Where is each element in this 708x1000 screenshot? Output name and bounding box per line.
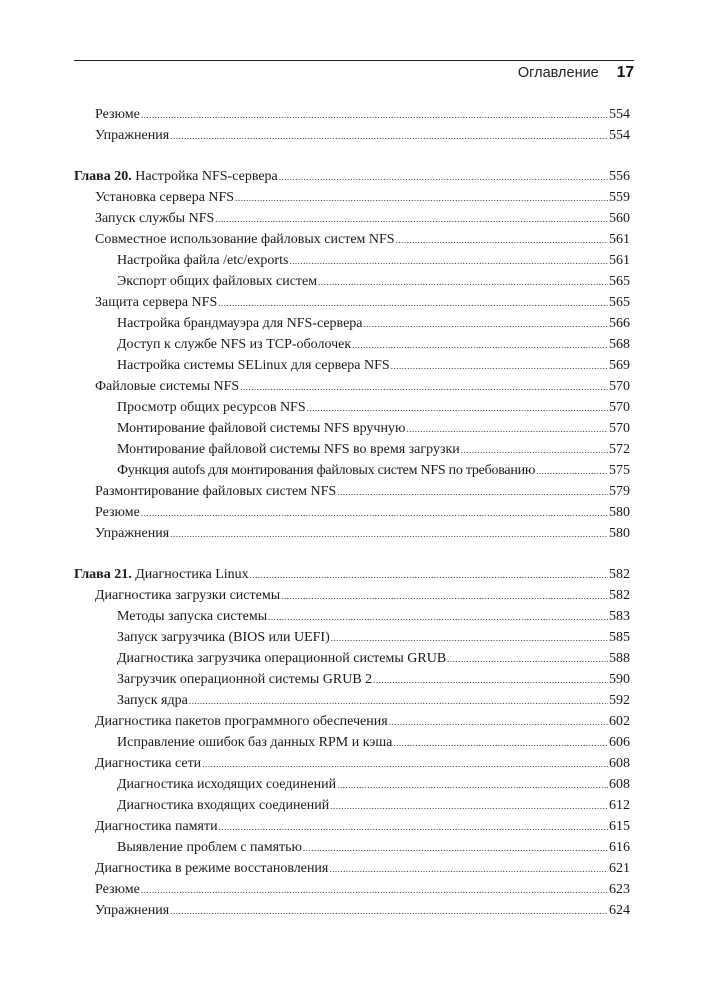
toc-entry-title: Функция autofs для монтирования файловых систем NFS по требованию <box>117 463 536 478</box>
toc-subentry[interactable] <box>74 774 630 795</box>
chapter-gap <box>74 146 630 166</box>
dot-leader <box>337 482 608 503</box>
toc-entry-page: 590 <box>609 672 630 687</box>
toc-entry-page: 579 <box>609 484 630 499</box>
toc-chapter-21[interactable] <box>74 564 630 585</box>
toc-entry-title: Исправление ошибок баз данных RPM и кэша <box>117 735 393 750</box>
toc-subentry[interactable] <box>74 795 630 816</box>
chapter-title: Настройка NFS-сервера <box>135 169 278 184</box>
toc-entry[interactable] <box>74 292 630 313</box>
dot-leader <box>202 754 608 775</box>
toc-entry-title: Запуск загрузчика (BIOS или UEFI) <box>117 630 330 645</box>
dot-leader <box>268 607 608 628</box>
toc-entry[interactable] <box>74 585 630 606</box>
toc-subentry[interactable] <box>74 669 630 690</box>
dot-leader <box>391 356 608 377</box>
toc-entry[interactable] <box>74 816 630 837</box>
toc-subentry[interactable] <box>74 690 630 711</box>
toc-subentry[interactable] <box>74 837 630 858</box>
dot-leader <box>218 293 608 314</box>
dot-leader <box>289 251 608 272</box>
toc-subentry[interactable] <box>74 460 630 481</box>
toc-subentry[interactable] <box>74 355 630 376</box>
toc-entry-page: 623 <box>609 882 630 897</box>
running-head-title: Оглавление <box>517 65 599 81</box>
toc-entry-page: 580 <box>609 505 630 520</box>
toc-entry-title: Монтирование файловой системы NFS вручную <box>117 421 406 436</box>
dot-leader <box>447 649 608 670</box>
dot-leader <box>406 419 608 440</box>
toc-entry-page: 608 <box>609 756 630 771</box>
chapter-heading <box>74 564 249 585</box>
toc-entry-title: Запуск ядра <box>117 693 188 708</box>
toc-entry-page: 568 <box>609 337 630 352</box>
dot-leader <box>219 817 608 838</box>
toc-entry[interactable] <box>74 481 630 502</box>
chapter-20-entries <box>74 187 630 544</box>
dot-leader <box>329 859 608 880</box>
toc-entry-page: 554 <box>609 128 630 143</box>
toc-entry-page: 612 <box>609 798 630 813</box>
toc-entry-title: Файловые системы NFS <box>95 379 240 394</box>
toc-entry-page: 602 <box>609 714 630 729</box>
toc-entry-page: 559 <box>609 190 630 205</box>
header-rule <box>74 60 634 61</box>
dot-leader <box>393 733 608 754</box>
toc-entry-title: Монтирование файловой системы NFS во время загрузки <box>117 442 460 457</box>
dot-leader <box>352 335 608 356</box>
toc-entry[interactable] <box>74 753 630 774</box>
toc-subentry[interactable] <box>74 271 630 292</box>
toc-entry-page: 624 <box>609 903 630 918</box>
toc-entry-title: Установка сервера NFS <box>95 190 235 205</box>
toc-entry-page: 566 <box>609 316 630 331</box>
toc-entry-title: Диагностика исходящих соединений <box>117 777 337 792</box>
toc-entry-exercises[interactable] <box>74 125 630 146</box>
toc-entry-title: Размонтирование файловых систем NFS <box>95 484 337 499</box>
toc-entry-page: 616 <box>609 840 630 855</box>
toc-entry-title: Диагностика пакетов программного обеспечения <box>95 714 388 729</box>
dot-leader <box>373 670 608 691</box>
toc-entry-page: 575 <box>609 463 630 478</box>
toc-entry-title: Резюме <box>95 505 140 520</box>
toc-entry-page: 580 <box>609 526 630 541</box>
table-of-contents <box>74 104 630 921</box>
toc-entry-page: 608 <box>609 777 630 792</box>
toc-entry-title: Упражнения <box>95 903 170 918</box>
toc-entry[interactable] <box>74 187 630 208</box>
toc-entry-title: Совместное использование файловых систем NFS <box>95 232 395 247</box>
dot-leader <box>141 880 608 901</box>
toc-subentry[interactable] <box>74 648 630 669</box>
toc-entry-page: 572 <box>609 442 630 457</box>
toc-entry-title: Настройка файла /etc/exports <box>117 253 289 268</box>
chapter-page: 582 <box>609 567 630 582</box>
toc-entry-page: 565 <box>609 274 630 289</box>
toc-entry-title: Настройка брандмауэра для NFS-сервера <box>117 316 363 331</box>
dot-leader <box>170 524 608 545</box>
chapter-heading <box>74 166 278 187</box>
toc-entry[interactable] <box>74 711 630 732</box>
toc-subentry[interactable] <box>74 606 630 627</box>
dot-leader <box>250 565 608 586</box>
toc-entry[interactable] <box>74 208 630 229</box>
toc-entry-title: Доступ к службе NFS из TCP-оболочек <box>117 337 352 352</box>
dot-leader <box>536 461 608 482</box>
toc-entry-title: Резюме <box>95 107 140 122</box>
toc-entry-summary[interactable] <box>74 104 630 125</box>
toc-entry-page: 606 <box>609 735 630 750</box>
toc-entry-page: 615 <box>609 819 630 834</box>
toc-entry-title: Диагностика сети <box>95 756 202 771</box>
toc-entry-page: 554 <box>609 107 630 122</box>
toc-entry-page: 570 <box>609 421 630 436</box>
toc-entry-title: Настройка системы SELinux для сервера NFS <box>117 358 390 373</box>
toc-entry-title: Просмотр общих ресурсов NFS <box>117 400 306 415</box>
dot-leader <box>281 586 608 607</box>
toc-entry[interactable] <box>74 900 630 921</box>
dot-leader <box>364 314 608 335</box>
toc-entry-title: Диагностика загрузки системы <box>95 588 281 603</box>
toc-entry[interactable] <box>74 502 630 523</box>
page-number: 17 <box>616 64 634 81</box>
toc-entry-page: 621 <box>609 861 630 876</box>
toc-entry-page: 583 <box>609 609 630 624</box>
toc-entry-page: 561 <box>609 232 630 247</box>
toc-entry-title: Упражнения <box>95 526 170 541</box>
toc-entry-title: Диагностика памяти <box>95 819 218 834</box>
toc-entry[interactable] <box>74 879 630 900</box>
toc-entry-page: 565 <box>609 295 630 310</box>
chapter-page: 556 <box>609 169 630 184</box>
toc-entry-page: 588 <box>609 651 630 666</box>
dot-leader <box>307 398 608 419</box>
chapter-label: Глава 20. <box>74 169 132 184</box>
dot-leader <box>240 377 608 398</box>
chapter-title: Диагностика Linux <box>135 567 249 582</box>
toc-entry-page: 560 <box>609 211 630 226</box>
toc-subentry[interactable] <box>74 439 630 460</box>
dot-leader <box>331 628 608 649</box>
chapter-21-entries <box>74 585 630 921</box>
chapter-label: Глава 21. <box>74 567 132 582</box>
dot-leader <box>461 440 608 461</box>
toc-subentry[interactable] <box>74 250 630 271</box>
toc-subentry[interactable] <box>74 313 630 334</box>
chapter-gap <box>74 544 630 564</box>
dot-leader <box>318 272 608 293</box>
toc-entry-title: Запуск службы NFS <box>95 211 215 226</box>
dot-leader <box>303 838 608 859</box>
toc-entry-title: Выявление проблем с памятью <box>117 840 303 855</box>
toc-entry-page: 592 <box>609 693 630 708</box>
dot-leader <box>396 230 608 251</box>
running-head <box>518 64 634 82</box>
dot-leader <box>235 188 608 209</box>
toc-subentry[interactable] <box>74 732 630 753</box>
toc-entry[interactable] <box>74 523 630 544</box>
toc-entry-page: 561 <box>609 253 630 268</box>
dot-leader <box>389 712 608 733</box>
dot-leader <box>189 691 608 712</box>
toc-entry[interactable] <box>74 858 630 879</box>
toc-entry-page: 585 <box>609 630 630 645</box>
toc-entry-title: Экспорт общих файловых систем <box>117 274 318 289</box>
toc-entry-title: Диагностика в режиме восстановления <box>95 861 329 876</box>
toc-entry[interactable] <box>74 229 630 250</box>
toc-entry-title: Защита сервера NFS <box>95 295 218 310</box>
toc-entry-title: Диагностика входящих соединений <box>117 798 330 813</box>
toc-entry-page: 582 <box>609 588 630 603</box>
dot-leader <box>337 775 608 796</box>
toc-subentry[interactable] <box>74 397 630 418</box>
dot-leader <box>170 901 608 922</box>
dot-leader <box>215 209 608 230</box>
toc-entry-title: Упражнения <box>95 128 170 143</box>
toc-entry-page: 569 <box>609 358 630 373</box>
toc-subentry[interactable] <box>74 418 630 439</box>
toc-entry-title: Диагностика загрузчика операционной системы GRUB <box>117 651 447 666</box>
toc-entry-title: Загрузчик операционной системы GRUB 2 <box>117 672 373 687</box>
dot-leader <box>279 167 608 188</box>
toc-entry-page: 570 <box>609 379 630 394</box>
toc-entry[interactable] <box>74 376 630 397</box>
toc-subentry[interactable] <box>74 334 630 355</box>
toc-entry-page: 570 <box>609 400 630 415</box>
dot-leader <box>141 503 608 524</box>
dot-leader <box>170 126 608 147</box>
dot-leader <box>141 105 608 126</box>
toc-entry-title: Методы запуска системы <box>117 609 268 624</box>
toc-chapter-20[interactable] <box>74 166 630 187</box>
toc-subentry[interactable] <box>74 627 630 648</box>
dot-leader <box>330 796 608 817</box>
toc-entry-title: Резюме <box>95 882 140 897</box>
